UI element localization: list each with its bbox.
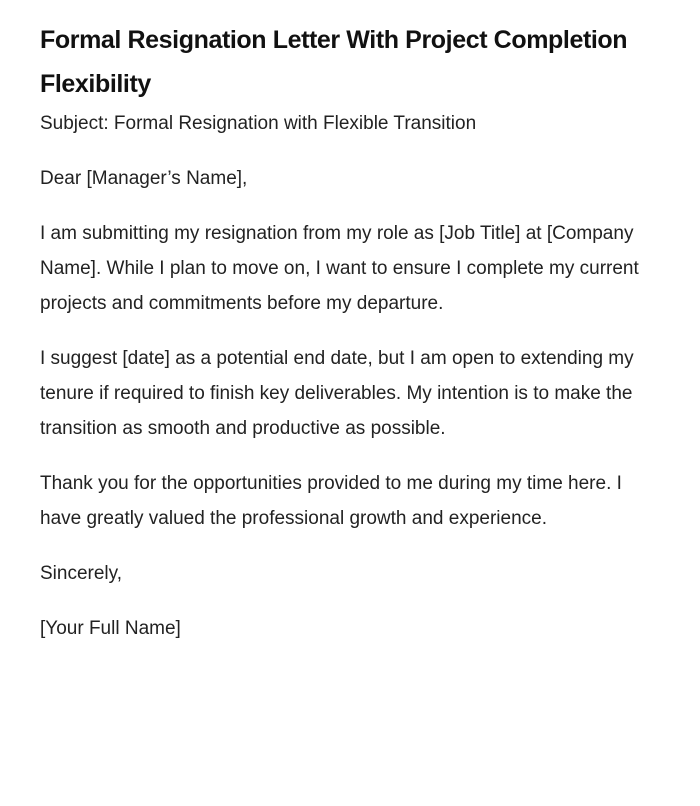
- letter-paragraph: Thank you for the opportunities provided to me during my time here. I have greatly valued the professional growth and experience.: [40, 473, 622, 529]
- letter-subject: Subject: Formal Resignation with Flexible Transition: [40, 113, 477, 134]
- letter-page: [40, 18, 650, 646]
- letter-salutation: Dear [Manager’s Name],: [40, 168, 248, 189]
- letter-signature: [Your Full Name]: [40, 618, 181, 639]
- letter-title: Formal Resignation Letter With Project Completion Flexibility: [40, 26, 628, 98]
- letter-paragraph: I am submitting my resignation from my role as [Job Title] at [Company Name]. While I plan to move on, I want to ensure I complete my current projects and commitments before my departure.: [40, 223, 639, 314]
- letter-paragraph: I suggest [date] as a potential end date, but I am open to extending my tenure if required to finish key deliverables. My intention is to make the transition as smooth and productive as possible.: [40, 348, 634, 439]
- letter-closing: Sincerely,: [40, 563, 123, 584]
